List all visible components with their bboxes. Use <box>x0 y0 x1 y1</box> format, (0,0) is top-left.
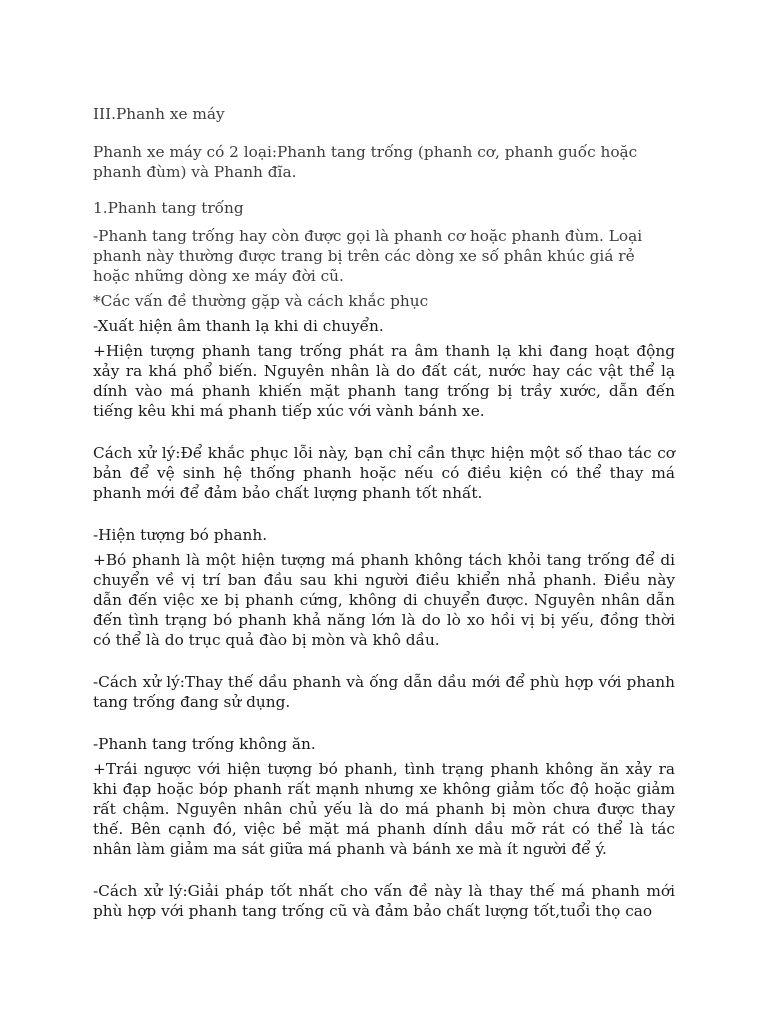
issues-heading: *Các vấn đề thường gặp và cách khắc phục <box>93 292 429 310</box>
subsection-title: 1.Phanh tang trống <box>93 199 244 217</box>
issue2-fix: -Cách xử lý:Thay thế dầu phanh và ống dẫn dầu mới để phù hợp với phanh tang trống đang sử dụng. <box>93 673 675 711</box>
document-body <box>93 104 675 921</box>
issue3-description: +Trái ngược với hiện tượng bó phanh, tình trạng phanh không ăn xảy ra khi đạp hoặc bóp phanh rất mạnh nhưng xe không giảm tốc độ hoặc giảm rất chậm. Nguyên nhân chủ yếu là do má phanh bị mòn chưa được thay thế. Bên cạnh đó, việc bề mặt má phanh dính dầu mỡ rát có thể là tác nhân làm giảm ma sát giữa má phanh và bánh xe mà ít người để ý. <box>93 760 675 858</box>
issue3-title: -Phanh tang trống không ăn. <box>93 735 316 753</box>
issue1-title: -Xuất hiện âm thanh lạ khi di chuyển. <box>93 317 384 335</box>
section-title: III.Phanh xe máy <box>93 105 225 123</box>
issue3-fix: -Cách xử lý:Giải pháp tốt nhất cho vấn đề này là thay thế má phanh mới phù hợp với phanh tang trống cũ và đảm bảo chất lượng tốt,tuổi thọ cao <box>93 882 675 920</box>
issue2-description: +Bó phanh là một hiện tượng má phanh không tách khỏi tang trống để di chuyển về vị trí ban đầu sau khi người điều khiển nhả phanh. Điều này dẫn đến việc xe bị phanh cứng, không di chuyển được. Nguyên nhân dẫn đến tình trạng bó phanh khả năng lớn là do lò xo hồi vị bị yếu, đồng thời có thể là do trục quả đào bị mòn và khô dầu. <box>93 551 675 649</box>
issue2-title: -Hiện tượng bó phanh. <box>93 526 268 544</box>
issue1-fix: Cách xử lý:Để khắc phục lỗi này, bạn chỉ cần thực hiện một số thao tác cơ bản để vệ sinh hệ thống phanh hoặc nếu có điều kiện có thể thay má phanh mới để đảm bảo chất lượng phanh tốt nhất. <box>93 444 675 502</box>
intro-paragraph: Phanh xe máy có 2 loại:Phanh tang trống (phanh cơ, phanh guốc hoặc phanh đùm) và Phanh đĩa. <box>93 143 638 181</box>
issue1-description: +Hiện tượng phanh tang trống phát ra âm thanh lạ khi đang hoạt động xảy ra khá phổ biến. Nguyên nhân là do đất cát, nước hay các vật thể lạ dính vào má phanh khiến mặt phanh tang trống bị trầy xước, dẫn đến tiếng kêu khi má phanh tiếp xúc với vành bánh xe. <box>93 342 675 420</box>
subsection-intro: -Phanh tang trống hay còn được gọi là phanh cơ hoặc phanh đùm. Loại phanh này thường được trang bị trên các dòng xe số phân khúc giá rẻ hoặc những dòng xe máy đời cũ. <box>93 227 643 285</box>
